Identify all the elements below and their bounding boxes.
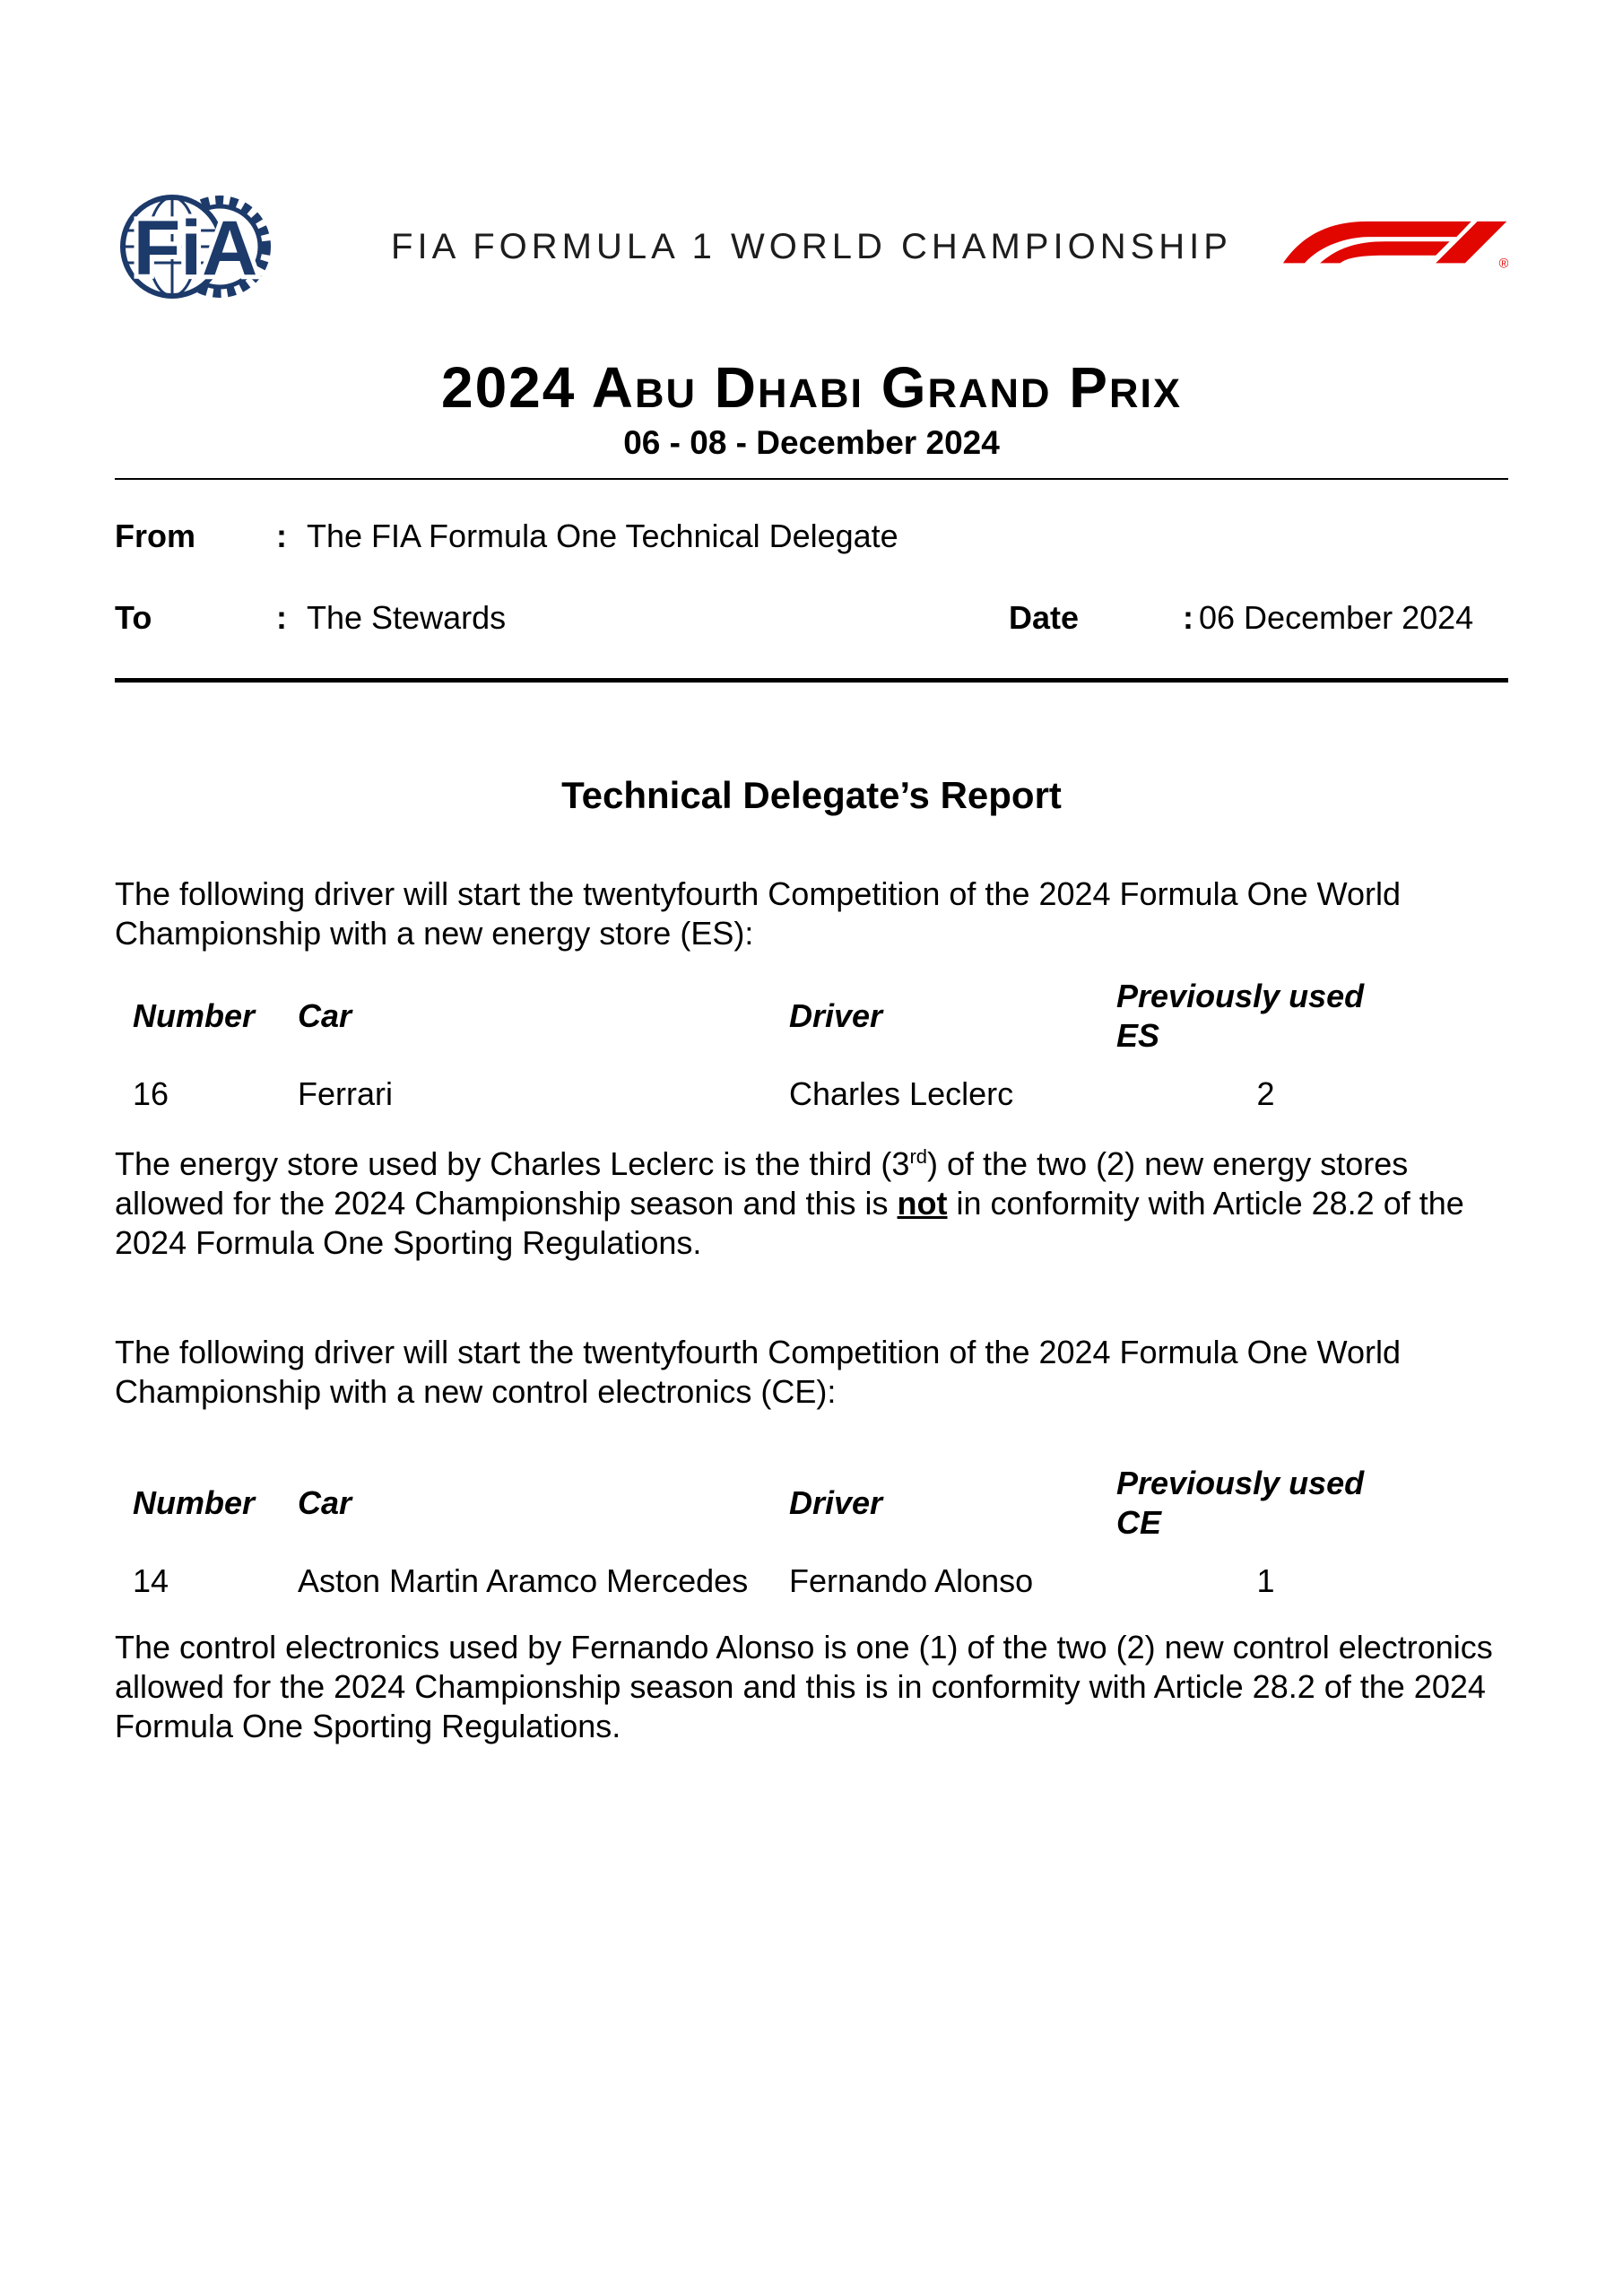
es-table [133, 977, 1415, 1114]
es-col-car: Car [298, 997, 352, 1034]
date-value: 06 December 2024 [1199, 599, 1474, 636]
ce-col-driver: Driver [789, 1484, 883, 1521]
table-row [133, 1056, 1415, 1114]
from-row [115, 517, 1508, 555]
divider-thin [115, 478, 1508, 480]
ordinal-superscript: rd [909, 1145, 927, 1168]
ce-note-paragraph: The control electronics used by Fernando Alonso is one (1) of the two (2) new control electronics allowed for the 2024 Championship season and this is in conformity with Article 28.2 of the 2024 Formula One Sporting Regulations. [115, 1629, 1493, 1744]
es-note-mid: ) of the two (2) new energy stores allowed for the 2024 Championship season and this is [115, 1145, 1409, 1222]
divider-thick [115, 678, 1508, 683]
from-colon: : [276, 517, 287, 554]
f1-logo-icon [1277, 211, 1508, 275]
ce-cell-driver: Fernando Alonso [789, 1562, 1034, 1599]
registered-trademark-icon: ® [1498, 257, 1508, 272]
ce-cell-number: 14 [133, 1562, 169, 1599]
es-col-driver: Driver [789, 997, 883, 1034]
es-intro-paragraph: The following driver will start the twentyfourth Competition of the 2024 Formula One World Championship with a new energy store (ES): [115, 875, 1401, 952]
document-header [115, 184, 1508, 309]
meta-block [115, 517, 1508, 637]
ce-col-previously-used: Previously used CE [1116, 1465, 1365, 1541]
ce-table-header-row [133, 1464, 1415, 1543]
not-emphasis: not [897, 1185, 948, 1222]
ce-cell-previously-used: 1 [1256, 1562, 1275, 1599]
ce-intro-paragraph: The following driver will start the twentyfourth Competition of the 2024 Formula One World Championship with a new control electronics (CE): [115, 1334, 1401, 1410]
date-block [1009, 599, 1473, 637]
date-colon: : [1183, 599, 1193, 636]
ce-table [133, 1464, 1415, 1601]
to-colon: : [276, 599, 287, 636]
es-cell-driver: Charles Leclerc [789, 1075, 1014, 1112]
championship-title: FIA FORMULA 1 WORLD CHAMPIONSHIP [391, 226, 1232, 266]
from-value: The FIA Formula One Technical Delegate [307, 517, 898, 554]
from-label: From [115, 517, 195, 554]
es-cell-number: 16 [133, 1075, 169, 1112]
fia-logo-icon [118, 184, 273, 309]
fia-logo-letters: FiA [133, 205, 258, 291]
es-note-post: in conformity with Article 28.2 of the 2024 Formula One Sporting Regulations. [115, 1185, 1464, 1261]
es-cell-previously-used: 2 [1256, 1075, 1275, 1112]
ce-col-car: Car [298, 1484, 352, 1521]
ce-cell-car: Aston Martin Aramco Mercedes [298, 1562, 749, 1599]
report-heading: Technical Delegate’s Report [561, 774, 1062, 816]
es-note-pre: The energy store used by Charles Leclerc is the third (3 [115, 1145, 910, 1182]
es-table-header-row [133, 977, 1415, 1056]
es-note-paragraph [115, 1144, 1508, 1263]
table-row [133, 1543, 1415, 1601]
page-title: 2024 Abu Dhabi Grand Prix [440, 355, 1183, 420]
to-label: To [115, 599, 152, 636]
event-dates: 06 - 08 - December 2024 [623, 424, 1000, 461]
es-cell-car: Ferrari [298, 1075, 393, 1112]
to-value: The Stewards [307, 599, 507, 636]
es-col-number: Number [133, 997, 256, 1034]
to-row [115, 599, 1508, 637]
es-col-previously-used: Previously used ES [1116, 978, 1365, 1054]
date-label: Date [1009, 599, 1080, 636]
ce-col-number: Number [133, 1484, 256, 1521]
